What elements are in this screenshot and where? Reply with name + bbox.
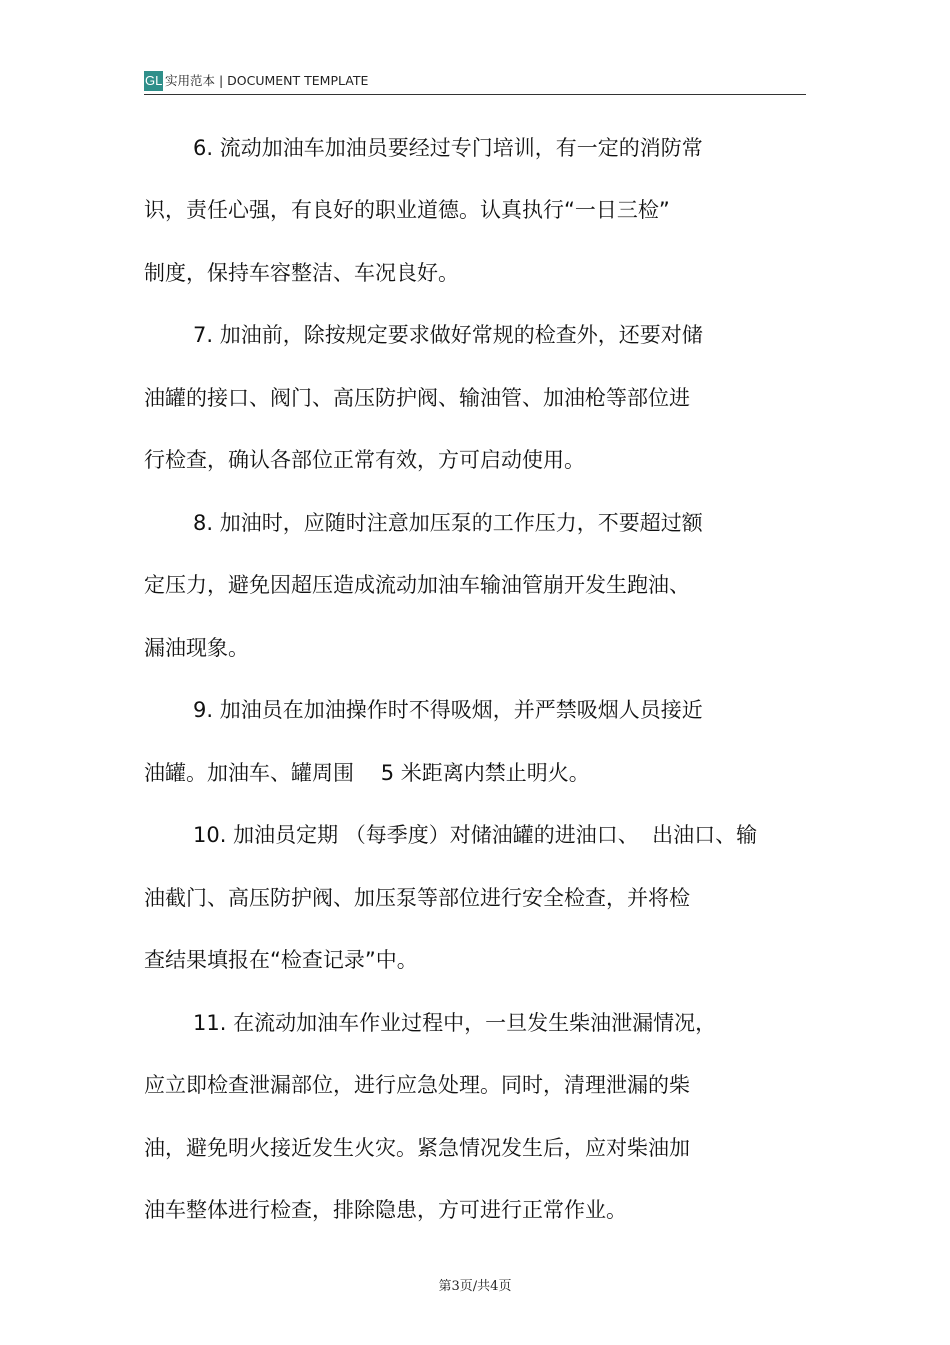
paragraph-11-line-2: 应立即检查泄漏部位，进行应急处理。同时，清理泄漏的柴 <box>144 1073 690 1097</box>
header-title: 实用范本 | DOCUMENT TEMPLATE <box>165 73 369 88</box>
paragraph-9-line-2: 油罐。加油车、罐周围 5 米距离内禁止明火。 <box>144 761 590 785</box>
paragraph-8-line-1: 8. 加油时，应随时注意加压泵的工作压力，不要超过额 <box>193 511 703 535</box>
paragraph-10-line-1: 10. 加油员定期 （每季度）对储油罐的进油口、 出油口、输 <box>193 823 758 847</box>
paragraph-6-line-2: 识，责任心强，有良好的职业道德。认真执行“一日三检” <box>144 198 670 222</box>
paragraph-10-line-2: 油截门、高压防护阀、加压泵等部位进行安全检查，并将检 <box>144 886 690 910</box>
paragraph-7-line-1: 7. 加油前，除按规定要求做好常规的检查外，还要对储 <box>193 323 703 347</box>
paragraph-8-line-2: 定压力，避免因超压造成流动加油车输油管崩开发生跑油、 <box>144 573 690 597</box>
paragraph-11-line-3: 油，避免明火接近发生火灾。紧急情况发生后，应对柴油加 <box>144 1136 690 1160</box>
paragraph-7-line-3: 行检查，确认各部位正常有效，方可启动使用。 <box>144 448 585 472</box>
gl-logo: GL <box>144 71 163 91</box>
paragraph-6-line-1: 6. 流动加油车加油员要经过专门培训，有一定的消防常 <box>193 136 703 160</box>
page-header <box>144 70 806 95</box>
paragraph-6-line-3: 制度，保持车容整洁、车况良好。 <box>144 261 459 285</box>
paragraph-8-line-3: 漏油现象。 <box>144 636 249 660</box>
paragraph-10-line-3: 查结果填报在“检查记录”中。 <box>144 948 418 972</box>
paragraph-7-line-2: 油罐的接口、阀门、高压防护阀、输油管、加油枪等部位进 <box>144 386 690 410</box>
page-number: 第3页/共4页 <box>438 1279 512 1294</box>
paragraph-11-line-4: 油车整体进行检查，排除隐患，方可进行正常作业。 <box>144 1198 627 1222</box>
paragraph-11-line-1: 11. 在流动加油车作业过程中，一旦发生柴油泄漏情况， <box>193 1011 717 1035</box>
paragraph-9-line-1: 9. 加油员在加油操作时不得吸烟，并严禁吸烟人员接近 <box>193 698 703 722</box>
